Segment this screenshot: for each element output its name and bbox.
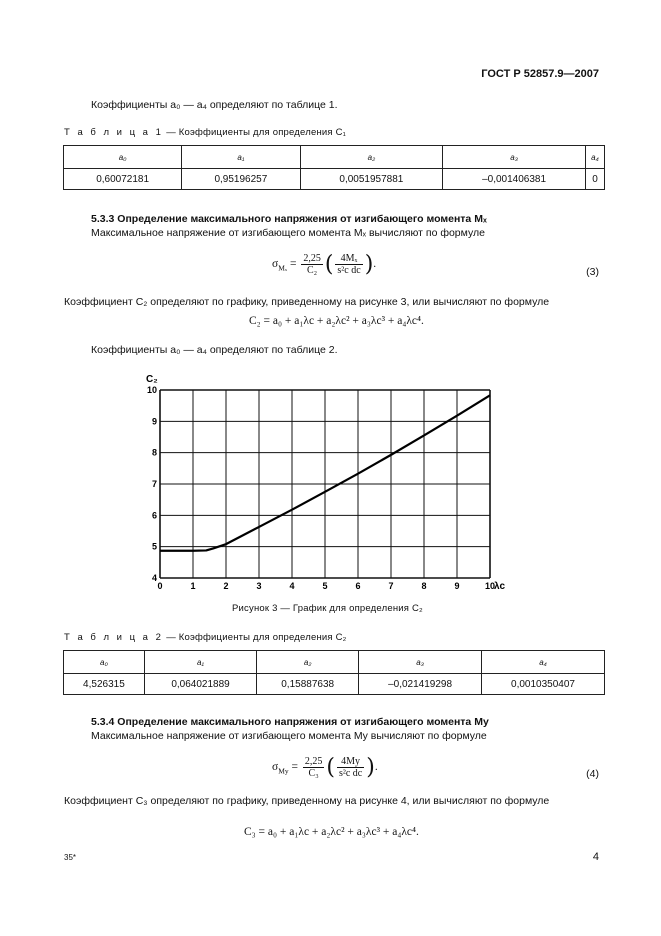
coef-denominator: C₃ (308, 768, 319, 779)
x-tick-label: 6 (355, 581, 361, 591)
inner-fraction (337, 756, 364, 779)
c2-note: Коэффициент C₂ определяют по графику, приведенному на рисунке 3, или вычисляют по формуле (64, 296, 550, 308)
table-cell: –0,001406381 (443, 169, 586, 190)
formula-lhs-sub: My (278, 766, 289, 776)
formula-lhs: σ (272, 258, 279, 271)
section-534-intro: Максимальное напряжение от изгибающего момента My вычисляют по формуле (91, 730, 487, 742)
coef-denominator: C₂ (306, 265, 318, 276)
table-row (64, 674, 605, 695)
table-header-cell: a₃ (359, 651, 482, 674)
table1-caption-prefix: Т а б л и ц а 1 (64, 127, 164, 138)
table-cell: 0 (585, 169, 604, 190)
figure3-caption: Рисунок 3 — График для определения C₂ (232, 603, 423, 614)
formula-3: $\sigma_{M_x}$ = $\frac{2,25}{\text{C₂}}$ ( $\frac{\text{4Mₓ}}{\text{s²c dc}}$ ). (272, 252, 377, 277)
y-tick-label: 9 (151, 416, 157, 427)
coef-numerator: 2,25 (304, 756, 323, 767)
coef-fraction (303, 756, 325, 779)
y-tick-label: 10 (146, 385, 157, 395)
table2-caption-text: — Коэффициенты для определения C₂ (163, 632, 347, 643)
y-tick-label: 6 (151, 510, 157, 521)
table2-caption-prefix: Т а б л и ц а 2 (64, 632, 164, 643)
section-534-heading: 5.3.4 Определение максимального напряжения от изгибающего момента My (91, 716, 489, 728)
x-tick-label: 0 (157, 581, 163, 591)
equation-number-4: (4) (586, 768, 599, 780)
table-header-cell: a₀ (64, 146, 182, 169)
x-tick-label: 10 (484, 581, 496, 591)
section-533-intro: Максимальное напряжение от изгибающего момента Mₓ вычисляют по формуле (91, 227, 485, 239)
x-axis-label: λc (494, 581, 506, 592)
table-header-cell: a₀ (64, 651, 145, 674)
table1-caption-text: — Коэффициенты для определения C₁ (163, 127, 347, 138)
x-tick-label: 5 (322, 581, 328, 591)
table-header-cell: a₄ (585, 146, 604, 169)
table-cell: –0,021419298 (359, 674, 482, 695)
figure3-chart (140, 366, 510, 601)
y-tick-label: 4 (151, 573, 157, 583)
table-cell: 0,0051957881 (300, 169, 443, 190)
x-tick-label: 7 (388, 581, 394, 591)
inner-numerator: 4My (337, 756, 364, 768)
table-cell: 0,60072181 (64, 169, 182, 190)
x-tick-label: 3 (256, 581, 262, 591)
table-cell: 0,064021889 (144, 674, 256, 695)
table1 (63, 145, 605, 190)
x-tick-label: 2 (223, 581, 229, 591)
table-header-row (64, 651, 605, 674)
coef-fraction (301, 253, 323, 276)
table-cell: 0,0010350407 (482, 674, 605, 695)
table2 (63, 650, 605, 695)
table-header-row (64, 146, 605, 169)
table-header-cell: a₃ (443, 146, 586, 169)
document-header: ГОСТ Р 52857.9—2007 (481, 68, 599, 80)
equation-number-3: (3) (586, 266, 599, 278)
table-header-cell: a₁ (144, 651, 256, 674)
page-number: 4 (592, 851, 599, 863)
y-tick-label: 5 (151, 541, 157, 552)
formula-lhs: σ (272, 761, 279, 774)
table-cell: 4,526315 (64, 674, 145, 695)
y-tick-label: 7 (151, 479, 157, 489)
x-tick-label: 9 (454, 581, 460, 591)
table-cell: 0,15887638 (257, 674, 359, 695)
table-header-cell: a₂ (300, 146, 443, 169)
table-header-cell: a₁ (182, 146, 300, 169)
coef-numerator: 2,25 (303, 253, 321, 264)
inner-denominator: s²c dc (337, 265, 361, 276)
x-tick-label: 8 (421, 581, 427, 591)
formula-c2: C₂ = a₀ + a₁λc + a₂λc² + a₃λc³ + a₄λc⁴. (249, 315, 424, 327)
inner-numerator: 4Mₓ (335, 253, 362, 265)
y-axis-label: C₂ (146, 374, 158, 385)
table-row (64, 169, 605, 190)
c3-note: Коэффициент C₃ определяют по графику, приведенному на рисунке 4, или вычисляют по формуле (64, 795, 550, 807)
inner-denominator: s²c dc (338, 768, 363, 779)
x-tick-label: 4 (289, 581, 295, 591)
y-tick-label: 8 (151, 447, 157, 458)
inner-fraction (335, 253, 362, 276)
coefficients-note-1: Коэффициенты a₀ — a₄ определяют по таблице 1. (91, 99, 338, 111)
table-cell: 0,95196257 (182, 169, 300, 190)
chart3-svg (140, 366, 510, 601)
footer-mark: 35* (64, 853, 77, 862)
table-header-cell: a₄ (482, 651, 605, 674)
x-tick-label: 1 (190, 581, 196, 591)
table1-caption (64, 127, 346, 138)
section-533-heading: 5.3.3 Определение максимального напряжения от изгибающего момента Mₓ (91, 213, 487, 225)
table-header-cell: a₂ (257, 651, 359, 674)
coefficients-note-2: Коэффициенты a₀ — a₄ определяют по таблице 2. (91, 344, 338, 356)
formula-4: $\sigma_{My}$ = $\frac{2,25}{\text{C₃}}$ ( $\frac{4My}{\text{s²c dc}}$ ). (272, 755, 378, 780)
formula-lhs-sub: Mₓ (278, 263, 288, 273)
table2-caption (64, 632, 347, 643)
formula-c3: C₃ = a₀ + a₁λc + a₂λc² + a₃λc³ + a₄λc⁴. (244, 826, 419, 838)
